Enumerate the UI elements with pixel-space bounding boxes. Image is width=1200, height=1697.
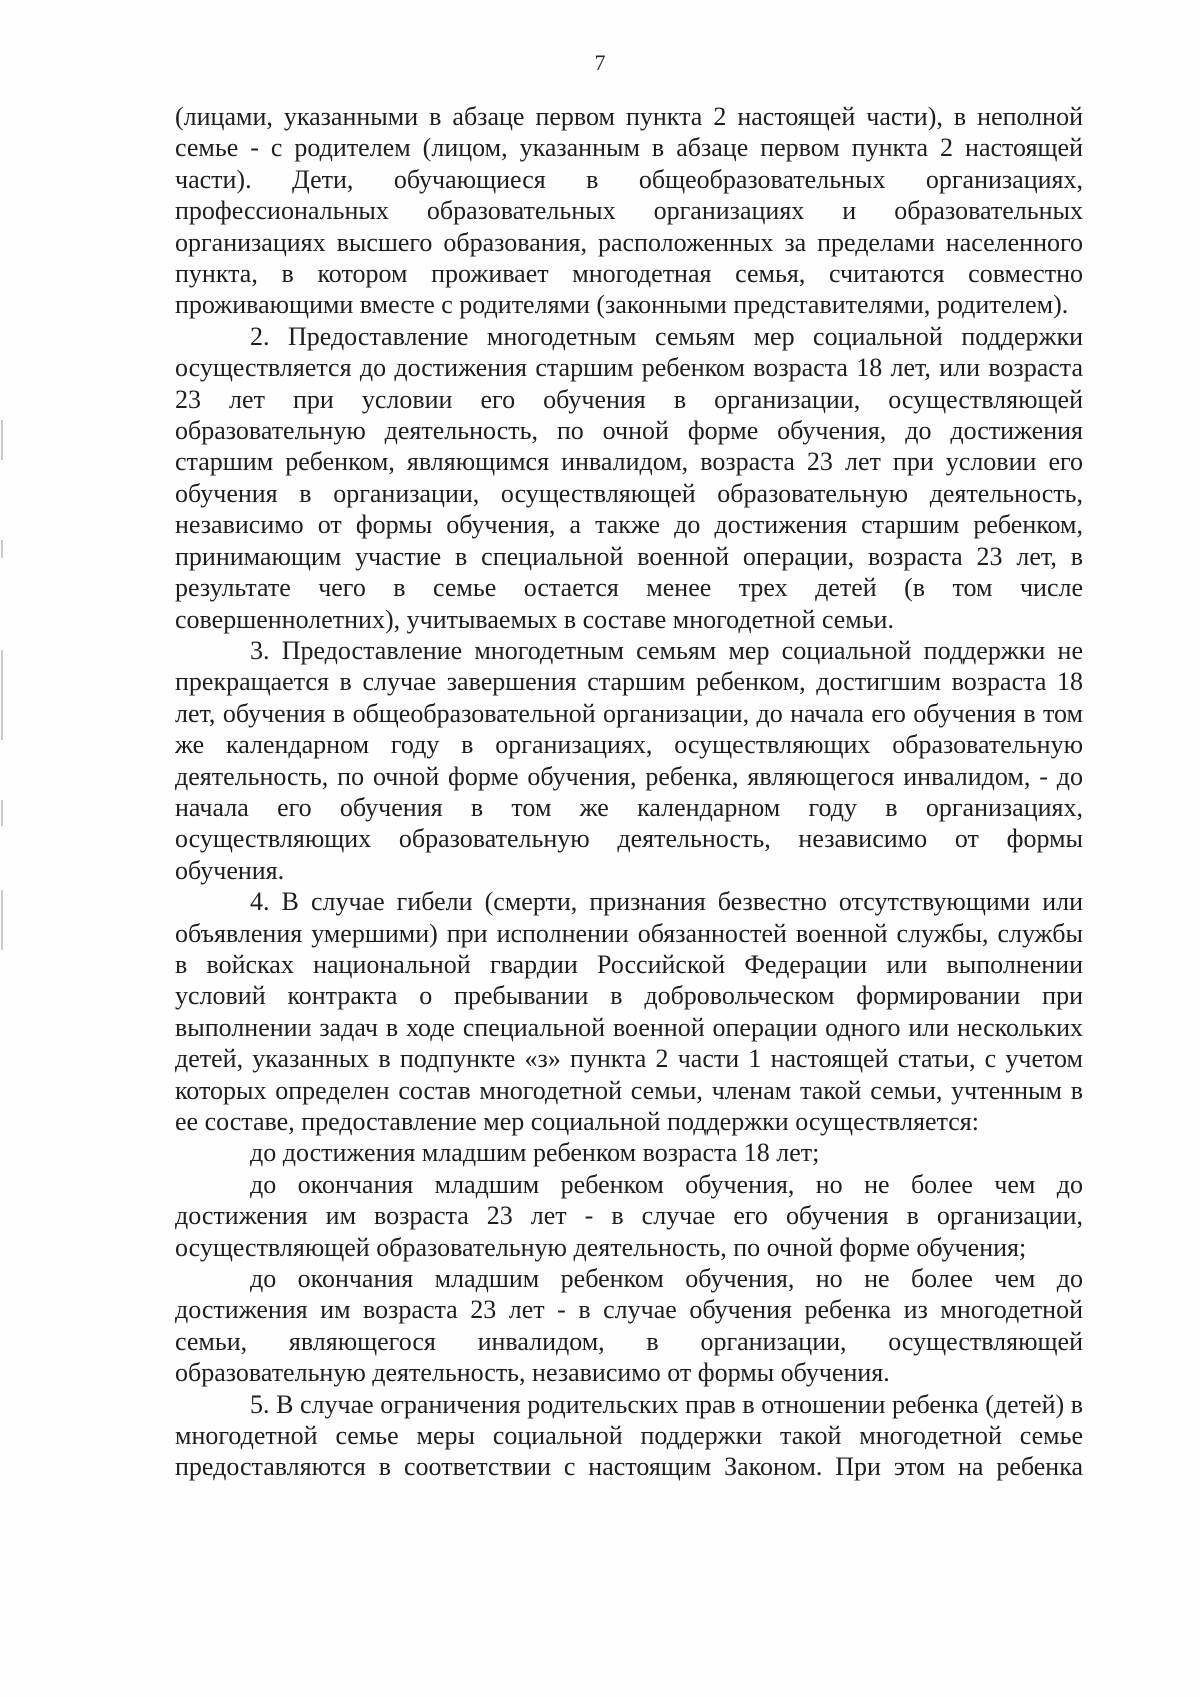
paragraph-item-2: 2. Предоставление многодетным семьям мер социальной поддержки осуществляется до достижения старшим ребенком возраста 18 лет, или возраста 23 лет при условии его обучения в организации, осуществляющей образовательную деятельность, по очной форме обучения, до достижения старшим ребенком, являющимся инвалидом, возраста 23 лет при условии его обучения в организации, осуществляющей образовательную деятельность, независимо от формы обучения, а также до достижения старшим ребенком, принимающим участие в специальной военной операции, возраста 23 лет, в результате чего в семье остается менее трех детей (в том числе совершеннолетних), учитываемых в составе многодетной семьи.: [175, 321, 1083, 634]
paragraph-item-3: 3. Предоставление многодетным семьям мер социальной поддержки не прекращается в случае завершения старшим ребенком, достигшим возраста 18 лет, обучения в общеобразовательной организации, до начала его обучения в том же календарном году в организациях, осуществляющих образовательную деятельность, по очной форме обучения, ребенка, являющегося инвалидом, - до начала его обучения в том же календарном году в организациях, осуществляющих образовательную деятельность, независимо от формы обучения.: [175, 635, 1083, 885]
document-body: [175, 101, 1083, 1483]
sub-paragraph-study-disabled: до окончания младшим ребенком обучения, но не более чем до достижения им возраста 23 лет - в случае обучения ребенка из многодетной семьи, являющегося инвалидом, в организации, осуществляющей образовательную деятельность, независимо от формы обучения.: [175, 1264, 1083, 1388]
sub-paragraph-study-full-time: до окончания младшим ребенком обучения, но не более чем до достижения им возраста 23 лет - в случае его обучения в организации, осуществляющей образовательную деятельность, по очной форме обучения;: [175, 1169, 1083, 1262]
paragraph-continuation: (лицами, указанными в абзаце первом пункта 2 настоящей части), в неполной семье - с родителем (лицом, указанным в абзаце первом пункта 2 настоящей части). Дети, обучающиеся в общеобразовательных организациях, профессиональных образовательных организациях и образовательных организациях высшего образования, расположенных за пределами населенного пункта, в котором проживает многодетная семья, считаются совместно проживающими вместе с родителями (законными представителями, родителем).: [175, 102, 1083, 320]
page-number: 7: [594, 50, 606, 75]
sub-paragraph-age-18: до достижения младшим ребенком возраста 18 лет;: [250, 1138, 820, 1168]
scan-artifact: [0, 420, 6, 980]
paragraph-item-4: 4. В случае гибели (смерти, признания безвестно отсутствующими или объявления умершими) при исполнении обязанностей военной службы, службы в войсках национальной гвардии Российской Федерации или выполнении условий контракта о пребывании в добровольческом формировании при выполнении задач в ходе специальной военной операции одного или нескольких детей, указанных в подпункте «з» пункта 2 части 1 настоящей статьи, с учетом которых определен состав многодетной семьи, членам такой семьи, учтенным в ее составе, предоставление мер социальной поддержки осуществляется:: [175, 887, 1083, 1136]
paragraph-item-5: 5. В случае ограничения родительских прав в отношении ребенка (детей) в многодетной семье меры социальной поддержки такой многодетной семье предоставляются в соответствии с настоящим Законом. При этом на ребенка: [175, 1389, 1083, 1482]
